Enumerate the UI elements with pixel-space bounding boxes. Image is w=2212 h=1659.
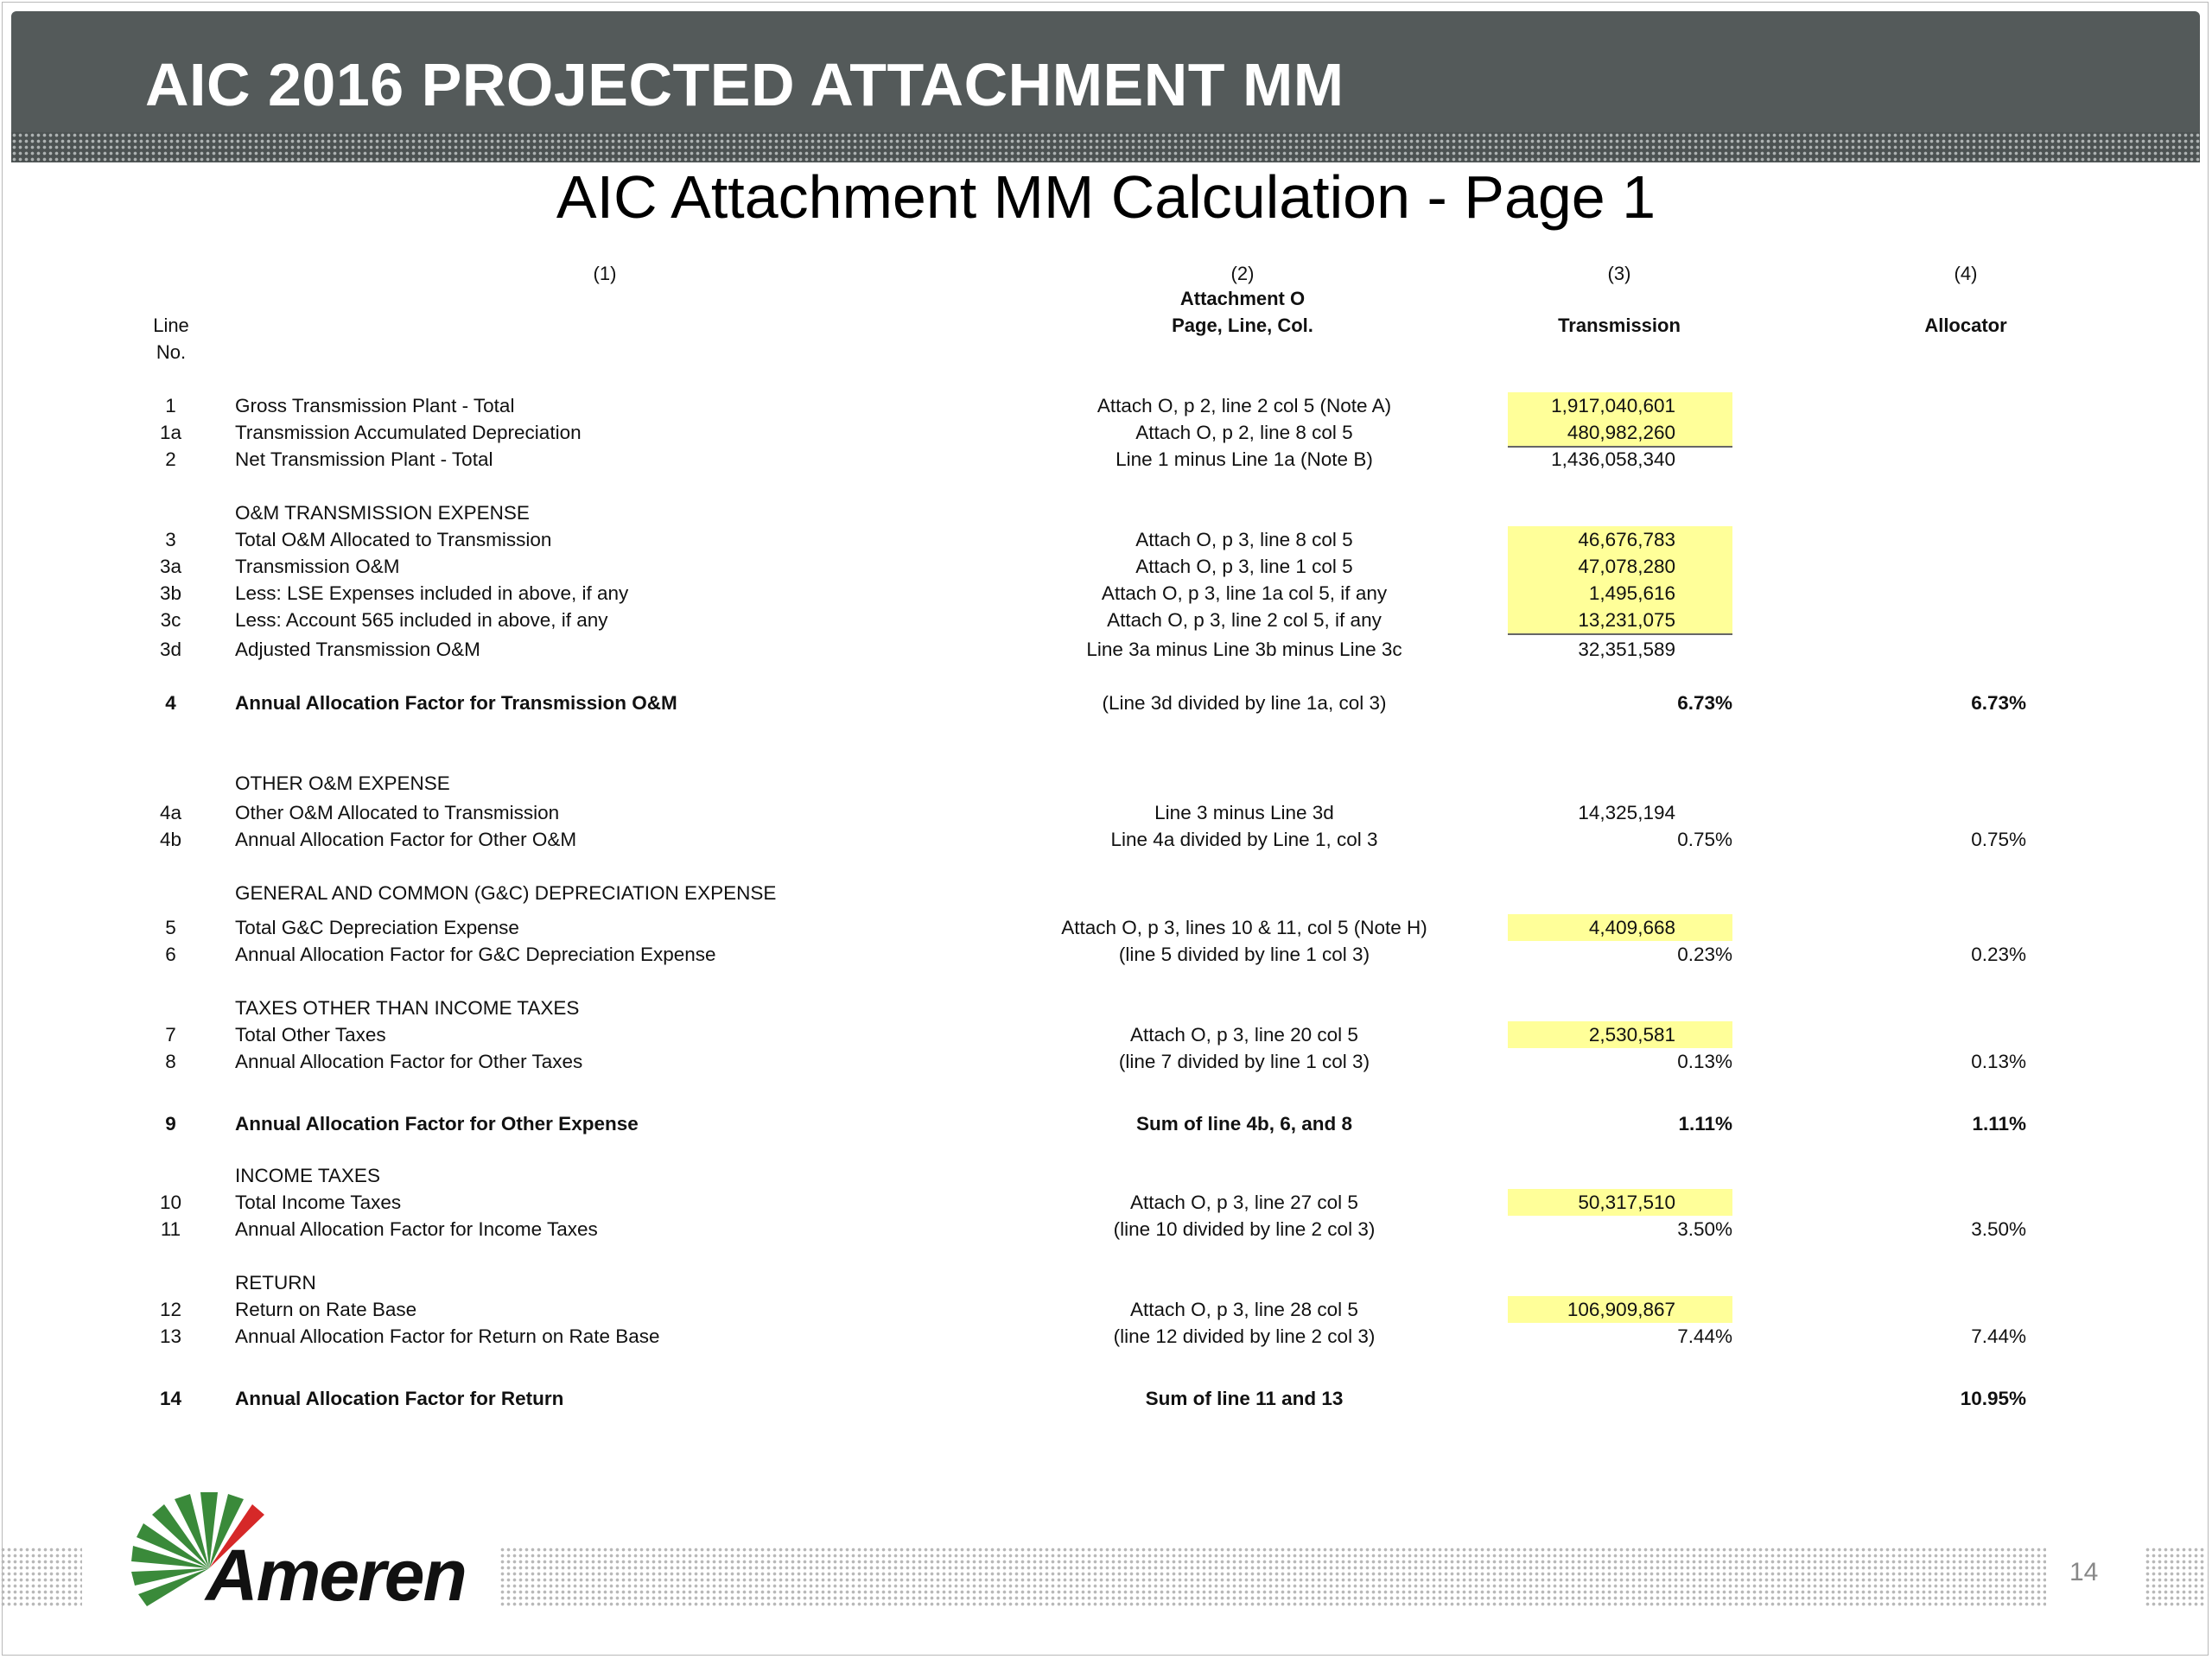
row-reference: (Line 3d divided by line 1a, col 3) <box>1102 692 1387 714</box>
table-row <box>0 1189 2212 1216</box>
col-number-2: (2) <box>1230 263 1255 284</box>
table-row <box>0 826 2212 853</box>
allocator-header: Allocator <box>1924 315 2007 336</box>
line-no-header-line1: Line <box>153 315 189 336</box>
transmission-value: 0.75% <box>1677 829 1732 850</box>
row-description: Annual Allocation Factor for Return <box>235 1388 564 1409</box>
row-description: Total Other Taxes <box>235 1024 386 1046</box>
table-row <box>0 553 2212 580</box>
row-reference: Sum of line 11 and 13 <box>1145 1388 1344 1409</box>
transmission-value: 0.23% <box>1677 944 1732 965</box>
section-heading-om: O&M TRANSMISSION EXPENSE <box>235 502 530 524</box>
transmission-value: 1.11% <box>1678 1113 1732 1135</box>
footer-dot-band-right <box>2145 1547 2205 1607</box>
row-reference: Line 1 minus Line 1a (Note B) <box>1116 448 1373 470</box>
brand-wordmark: Ameren <box>206 1535 466 1616</box>
row-reference: Sum of line 4b, 6, and 8 <box>1135 1113 1353 1135</box>
row-reference: Attach O, p 3, line 2 col 5, if any <box>1107 609 1382 631</box>
row-reference: Line 3 minus Line 3d <box>1154 802 1334 823</box>
line-number: 1 <box>165 395 176 416</box>
table-row <box>0 941 2212 968</box>
line-number: 10 <box>159 1192 182 1213</box>
line-number: 4 <box>165 692 176 714</box>
line-number: 13 <box>159 1325 182 1347</box>
row-description: Total O&M Allocated to Transmission <box>235 529 552 550</box>
attachment-ref-header-line1: Attachment O <box>1179 288 1306 309</box>
line-number: 11 <box>160 1218 181 1240</box>
line-number: 9 <box>165 1113 176 1135</box>
row-reference: Line 4a divided by Line 1, col 3 <box>1110 829 1378 850</box>
footer-dot-band-left <box>0 1547 82 1607</box>
col-number-4: (4) <box>1954 263 1978 284</box>
transmission-value: 4,409,668 <box>1508 914 1732 941</box>
row-reference: Attach O, p 3, line 27 col 5 <box>1130 1192 1358 1213</box>
allocator-value: 0.13% <box>1971 1051 2026 1072</box>
table-row <box>0 799 2212 826</box>
header-dot-band <box>11 132 2200 162</box>
attachment-ref-header-line2: Page, Line, Col. <box>1172 315 1313 336</box>
transmission-value: 106,909,867 <box>1508 1296 1732 1323</box>
table-row <box>0 1021 2212 1048</box>
transmission-value: 6.73% <box>1677 692 1732 714</box>
table-row <box>0 392 2212 419</box>
page-number: 14 <box>2069 1558 2099 1586</box>
line-number: 3a <box>159 556 182 577</box>
row-reference: (line 7 divided by line 1 col 3) <box>1118 1051 1370 1072</box>
row-description: Less: Account 565 included in above, if any <box>235 609 608 631</box>
line-number: 4b <box>159 829 182 850</box>
row-reference: (line 5 divided by line 1 col 3) <box>1118 944 1370 965</box>
transmission-value: 2,530,581 <box>1508 1021 1732 1048</box>
transmission-value: 1,495,616 <box>1508 580 1732 607</box>
line-no-header-line2: No. <box>156 341 187 363</box>
row-description: Less: LSE Expenses included in above, if any <box>235 582 629 604</box>
transmission-value: 50,317,510 <box>1508 1189 1732 1216</box>
row-description: Annual Allocation Factor for Other O&M <box>235 829 577 850</box>
line-number: 14 <box>159 1388 182 1409</box>
table-row <box>0 1216 2212 1243</box>
line-number: 4a <box>159 802 182 823</box>
row-reference: Line 3a minus Line 3b minus Line 3c <box>1086 639 1402 660</box>
table-row <box>0 636 2212 663</box>
line-number: 6 <box>165 944 176 965</box>
section-heading-income-taxes: INCOME TAXES <box>235 1165 380 1186</box>
row-description: Annual Allocation Factor for Other Expense <box>235 1113 639 1135</box>
transmission-value: 1,917,040,601 <box>1508 392 1732 419</box>
allocator-value: 6.73% <box>1971 692 2026 714</box>
transmission-value: 32,351,589 <box>1578 639 1675 660</box>
table-row <box>0 607 2212 633</box>
transmission-value: 14,325,194 <box>1578 802 1675 823</box>
row-description: Return on Rate Base <box>235 1299 417 1320</box>
transmission-value: 46,676,783 <box>1508 526 1732 553</box>
allocator-value: 10.95% <box>1960 1388 2026 1409</box>
row-reference: Attach O, p 3, line 20 col 5 <box>1130 1024 1358 1046</box>
row-description: Annual Allocation Factor for Transmission O&M <box>235 692 677 714</box>
transmission-value: 0.13% <box>1677 1051 1732 1072</box>
line-number: 5 <box>165 917 176 938</box>
table-row <box>0 690 2212 716</box>
row-reference: Attach O, p 3, line 8 col 5 <box>1135 529 1353 550</box>
table-row <box>0 1385 2212 1412</box>
line-number: 3b <box>159 582 182 604</box>
row-description: Annual Allocation Factor for Other Taxes <box>235 1051 583 1072</box>
row-description: Total Income Taxes <box>235 1192 402 1213</box>
header-bar <box>11 11 2200 132</box>
transmission-value: 47,078,280 <box>1508 553 1732 580</box>
row-description: Adjusted Transmission O&M <box>235 639 480 660</box>
line-number: 3d <box>159 639 182 660</box>
row-description: Transmission Accumulated Depreciation <box>235 422 582 443</box>
allocator-value: 3.50% <box>1971 1218 2026 1240</box>
slide-title: AIC 2016 PROJECTED ATTACHMENT MM <box>145 51 1344 118</box>
row-reference: Attach O, p 3, lines 10 & 11, col 5 (Note H) <box>1061 917 1427 938</box>
row-reference: (line 12 divided by line 2 col 3) <box>1113 1325 1376 1347</box>
line-number: 3c <box>160 609 181 631</box>
section-heading-return: RETURN <box>235 1272 316 1294</box>
allocator-value: 7.44% <box>1971 1325 2026 1347</box>
table-row <box>0 419 2212 446</box>
section-heading-other-om: OTHER O&M EXPENSE <box>235 772 450 794</box>
row-description: Net Transmission Plant - Total <box>235 448 493 470</box>
table-row <box>0 446 2212 473</box>
transmission-value: 3.50% <box>1677 1218 1732 1240</box>
row-reference: (line 10 divided by line 2 col 3) <box>1113 1218 1376 1240</box>
line-number: 12 <box>159 1299 182 1320</box>
transmission-value: 480,982,260 <box>1508 419 1732 448</box>
table-row <box>0 1110 2212 1137</box>
attachment-ref-header <box>1061 285 1424 339</box>
row-description: Annual Allocation Factor for Return on Rate Base <box>235 1325 660 1347</box>
row-reference: Attach O, p 3, line 28 col 5 <box>1130 1299 1358 1320</box>
row-description: Gross Transmission Plant - Total <box>235 395 515 416</box>
line-number: 2 <box>165 448 176 470</box>
table-row <box>0 914 2212 941</box>
section-heading-gc: GENERAL AND COMMON (G&C) DEPRECIATION EXPENSE <box>235 882 777 904</box>
transmission-value: 13,231,075 <box>1508 607 1732 635</box>
row-reference: Attach O, p 3, line 1 col 5 <box>1135 556 1353 577</box>
table-row <box>0 1296 2212 1323</box>
row-reference: Attach O, p 2, line 8 col 5 <box>1135 422 1353 443</box>
table-row <box>0 1323 2212 1350</box>
transmission-value: 1,436,058,340 <box>1551 448 1675 470</box>
section-heading-taxes-other: TAXES OTHER THAN INCOME TAXES <box>235 997 580 1019</box>
allocator-value: 0.23% <box>1971 944 2026 965</box>
line-number: 8 <box>165 1051 176 1072</box>
allocator-value: 1.11% <box>1972 1113 2026 1135</box>
transmission-value: 7.44% <box>1677 1325 1732 1347</box>
row-reference: Attach O, p 3, line 1a col 5, if any <box>1101 582 1388 604</box>
line-number: 1a <box>159 422 182 443</box>
row-description: Transmission O&M <box>235 556 400 577</box>
row-description: Other O&M Allocated to Transmission <box>235 802 560 823</box>
col-number-3: (3) <box>1607 263 1631 284</box>
row-reference: Attach O, p 2, line 2 col 5 (Note A) <box>1096 395 1392 416</box>
page-title: AIC Attachment MM Calculation - Page 1 <box>556 163 1656 231</box>
table-row <box>0 580 2212 607</box>
row-description: Total G&C Depreciation Expense <box>235 917 519 938</box>
row-description: Annual Allocation Factor for G&C Depreciation Expense <box>235 944 716 965</box>
line-number: 3 <box>165 529 176 550</box>
col-number-1: (1) <box>593 263 617 284</box>
table-row <box>0 1048 2212 1075</box>
transmission-header: Transmission <box>1558 315 1681 336</box>
row-description: Annual Allocation Factor for Income Taxes <box>235 1218 598 1240</box>
allocator-value: 0.75% <box>1971 829 2026 850</box>
line-number: 7 <box>165 1024 176 1046</box>
line-no-header <box>119 312 223 365</box>
table-row <box>0 526 2212 553</box>
footer-dot-band-middle <box>499 1547 2046 1607</box>
